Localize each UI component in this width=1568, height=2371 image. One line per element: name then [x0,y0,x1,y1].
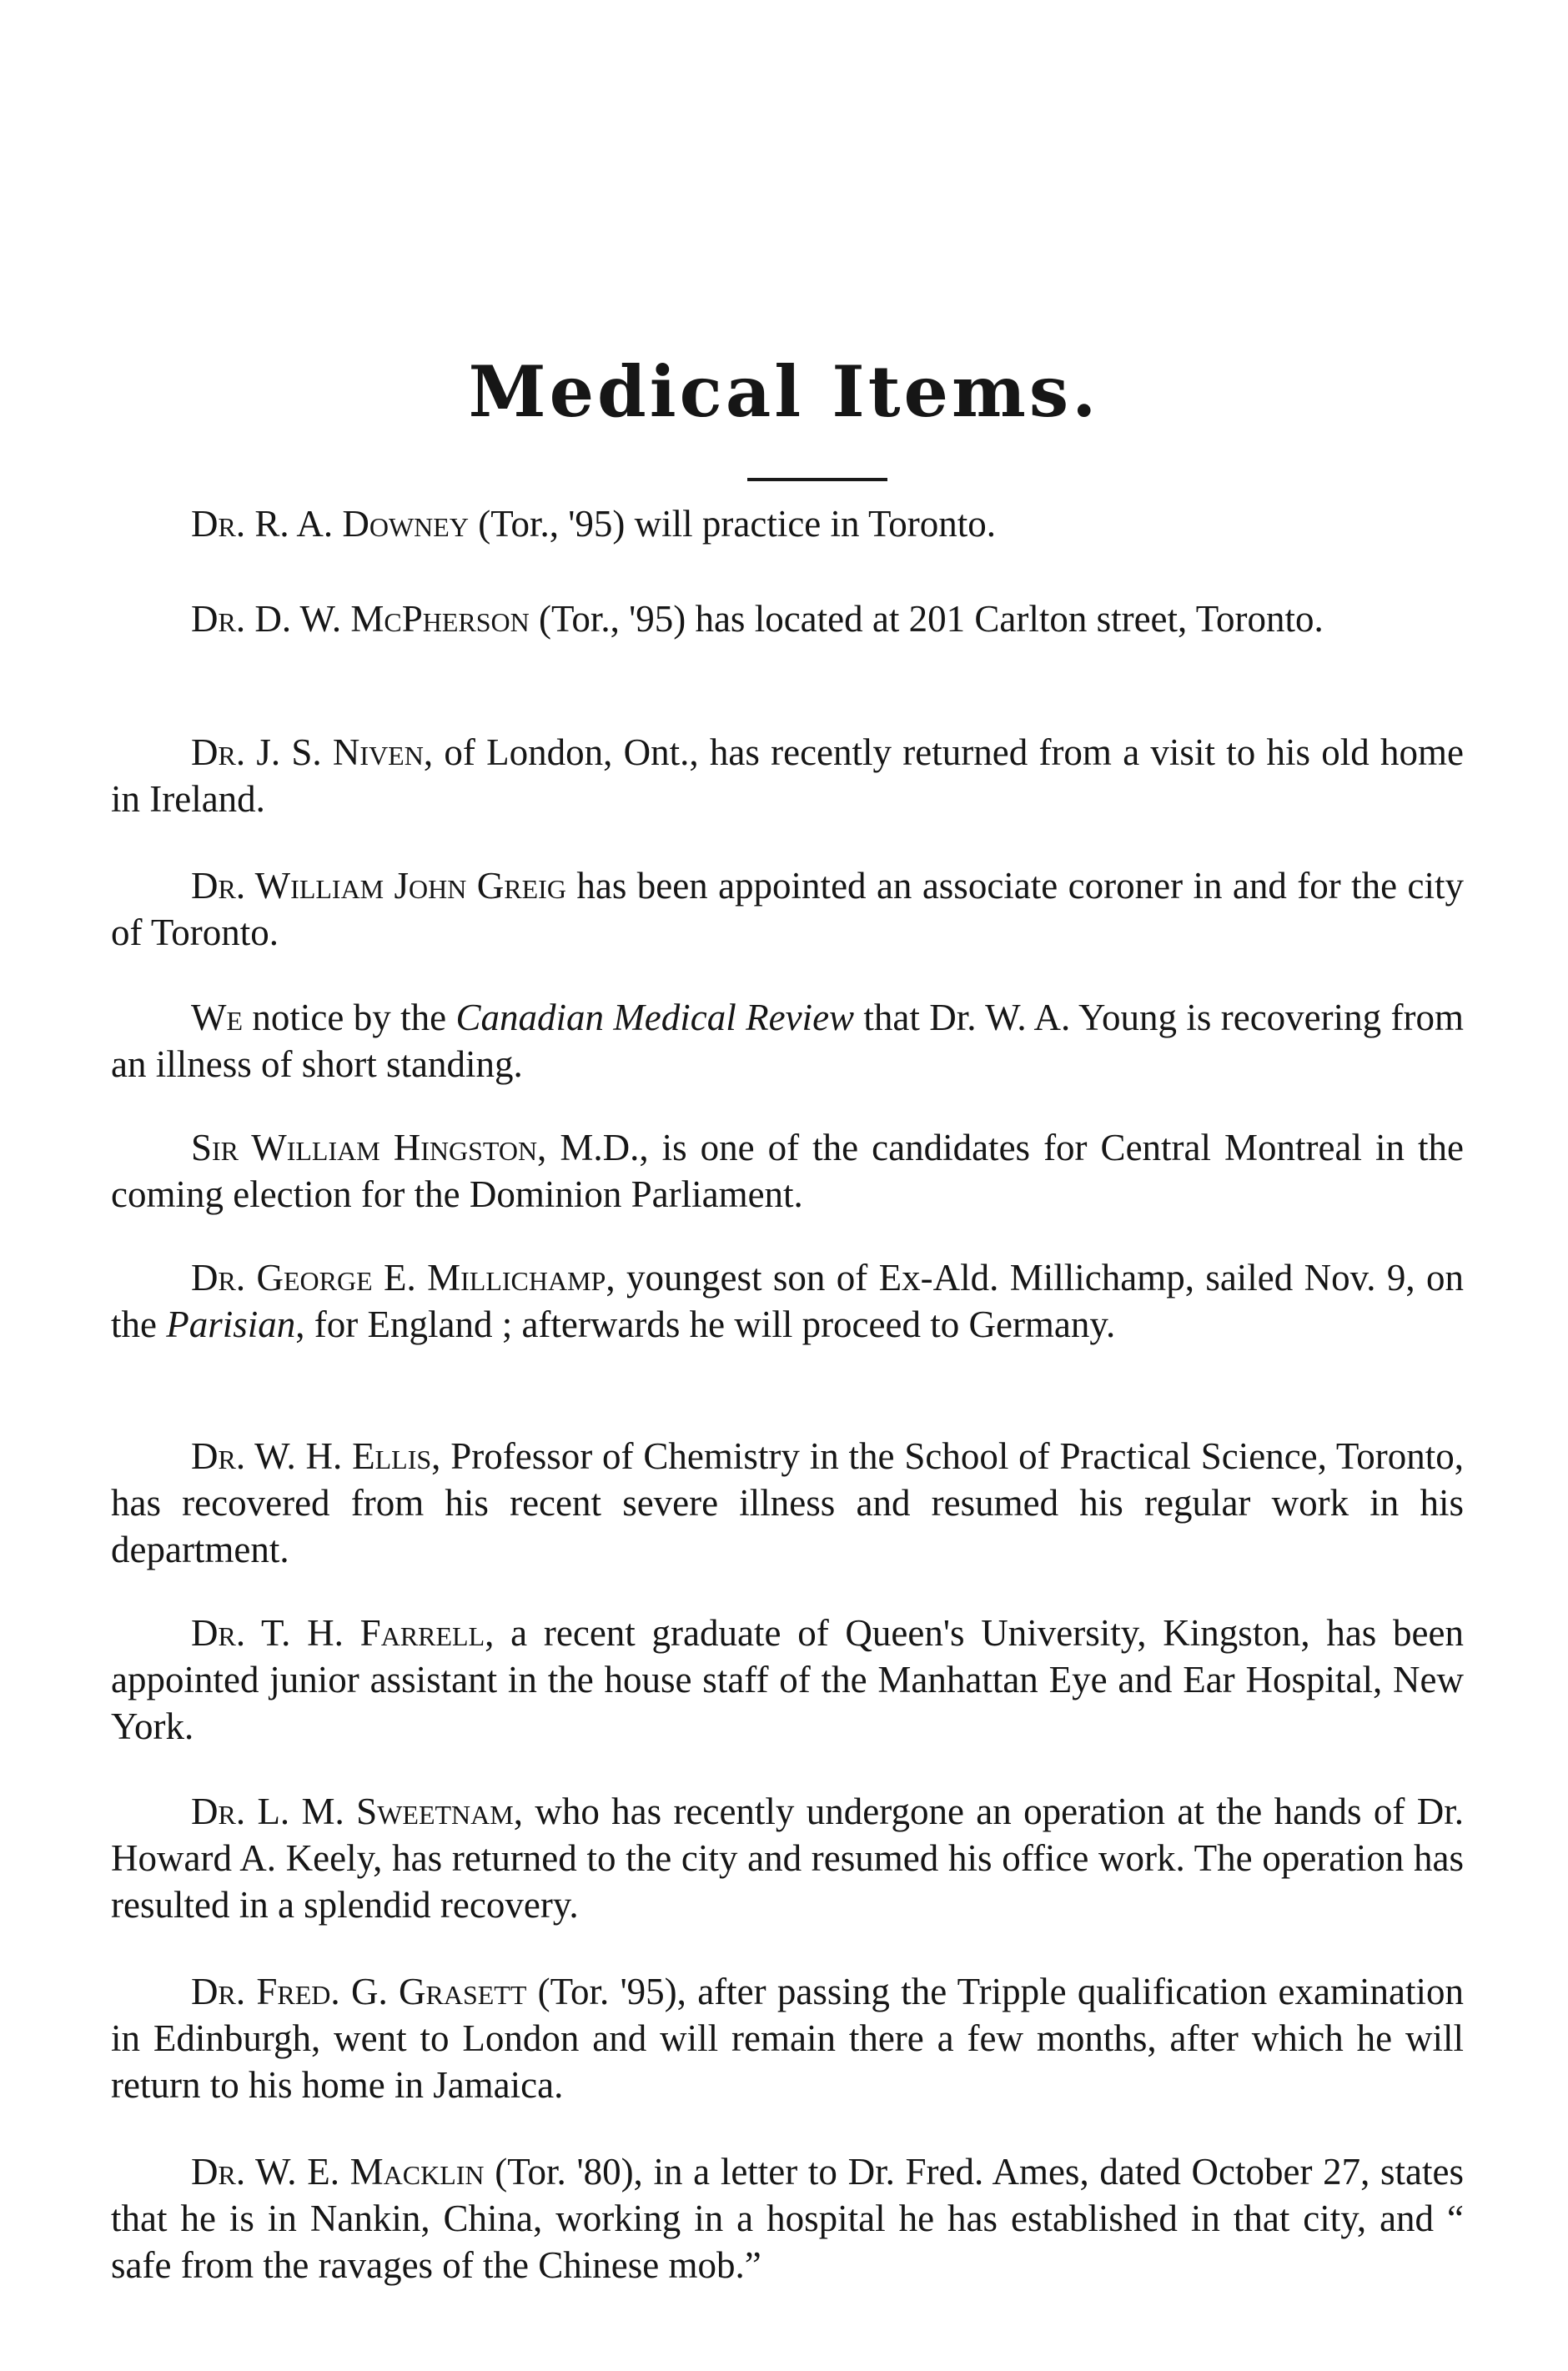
item-grasett [111,1968,1464,2108]
item-text: that Dr. W. A. Young is recovering from an illness of short standing. [111,997,1464,1085]
item-text: , who has recently undergone an operation at the hands of Dr. Howard A. Keely, has returned to the city and resumed his office work. The operation has resulted in a splendid recovery. [111,1791,1465,1926]
item-name: Dr. R. A. Downey [191,503,469,545]
item-greig [111,862,1464,956]
item-text: , a recent graduate of Queen's University, Kingston, has been appointed junior assistant in the house staff of the Manhattan Eye and Ear Hospital, New York. [111,1612,1465,1747]
item-text: , youngest son of Ex-Ald. Millichamp, sailed Nov. 9, on the [111,1257,1464,1345]
item-text: notice by the [243,997,456,1038]
item-name: Dr. Fred. G. Grasett [191,1971,527,2012]
item-text: (Tor. '80), in a letter to Dr. Fred. Ames, dated October 27, states that he is in Nankin, China, working in a hospital he has established in that city, and “ safe from the ravages of the Chinese mob.” [111,2151,1465,2286]
item-niven [111,729,1464,822]
item-downey [111,500,1464,547]
ship-name: Parisian [166,1304,296,1345]
item-text: , of London, Ont., has recently returned from a visit to his old home in Ireland. [111,731,1464,820]
item-young [111,994,1464,1088]
item-text: , Professor of Chemistry in the School of Practical Science, Toronto, has recovered from his recent severe illness and resumed his regular work in his department. [111,1435,1465,1570]
journal-title: Canadian Medical Review [455,997,855,1038]
item-name: Dr. W. H. Ellis [191,1435,432,1477]
item-text: , for England ; afterwards he will proceed to Germany. [295,1304,1116,1345]
item-name: Dr. W. E. Macklin [191,2151,485,2193]
item-name: Dr. D. W. McPherson [191,598,530,640]
item-name: Dr. William John Greig [191,865,566,907]
page-title: Medical Items. [468,350,1100,433]
item-name: Dr. L. M. Sweetnam [191,1791,514,1832]
item-millichamp [111,1254,1464,1348]
item-text: (Tor., '95) has located at 201 Carlton street, Toronto. [529,598,1324,640]
item-text: (Tor., '95) will practice in Toronto. [468,503,997,545]
item-ellis [111,1433,1464,1573]
title-divider [747,478,887,481]
item-hingston [111,1124,1464,1218]
item-name: Dr. J. S. Niven [191,731,424,773]
item-farrell [111,1610,1464,1750]
item-sweetnam [111,1788,1464,1928]
item-macklin [111,2148,1464,2288]
item-name: Sir William Hingston, M.D. [191,1127,640,1168]
item-name: Dr. T. H. Farrell [191,1612,485,1654]
item-text: has been appointed an associate coroner in and for the city of Toronto. [111,865,1464,953]
item-mcpherson [111,595,1464,642]
item-name: Dr. George E. Millichamp [191,1257,606,1299]
item-text: (Tor. '95), after passing the Tripple qualification examination in Edinburgh, went to London and will remain there a few months, after which he will return to his home in Jamaica. [111,1971,1464,2106]
item-name: We [191,997,244,1038]
item-text: , is one of the candidates for Central Montreal in the coming election for the Dominion Parliament. [111,1127,1464,1215]
